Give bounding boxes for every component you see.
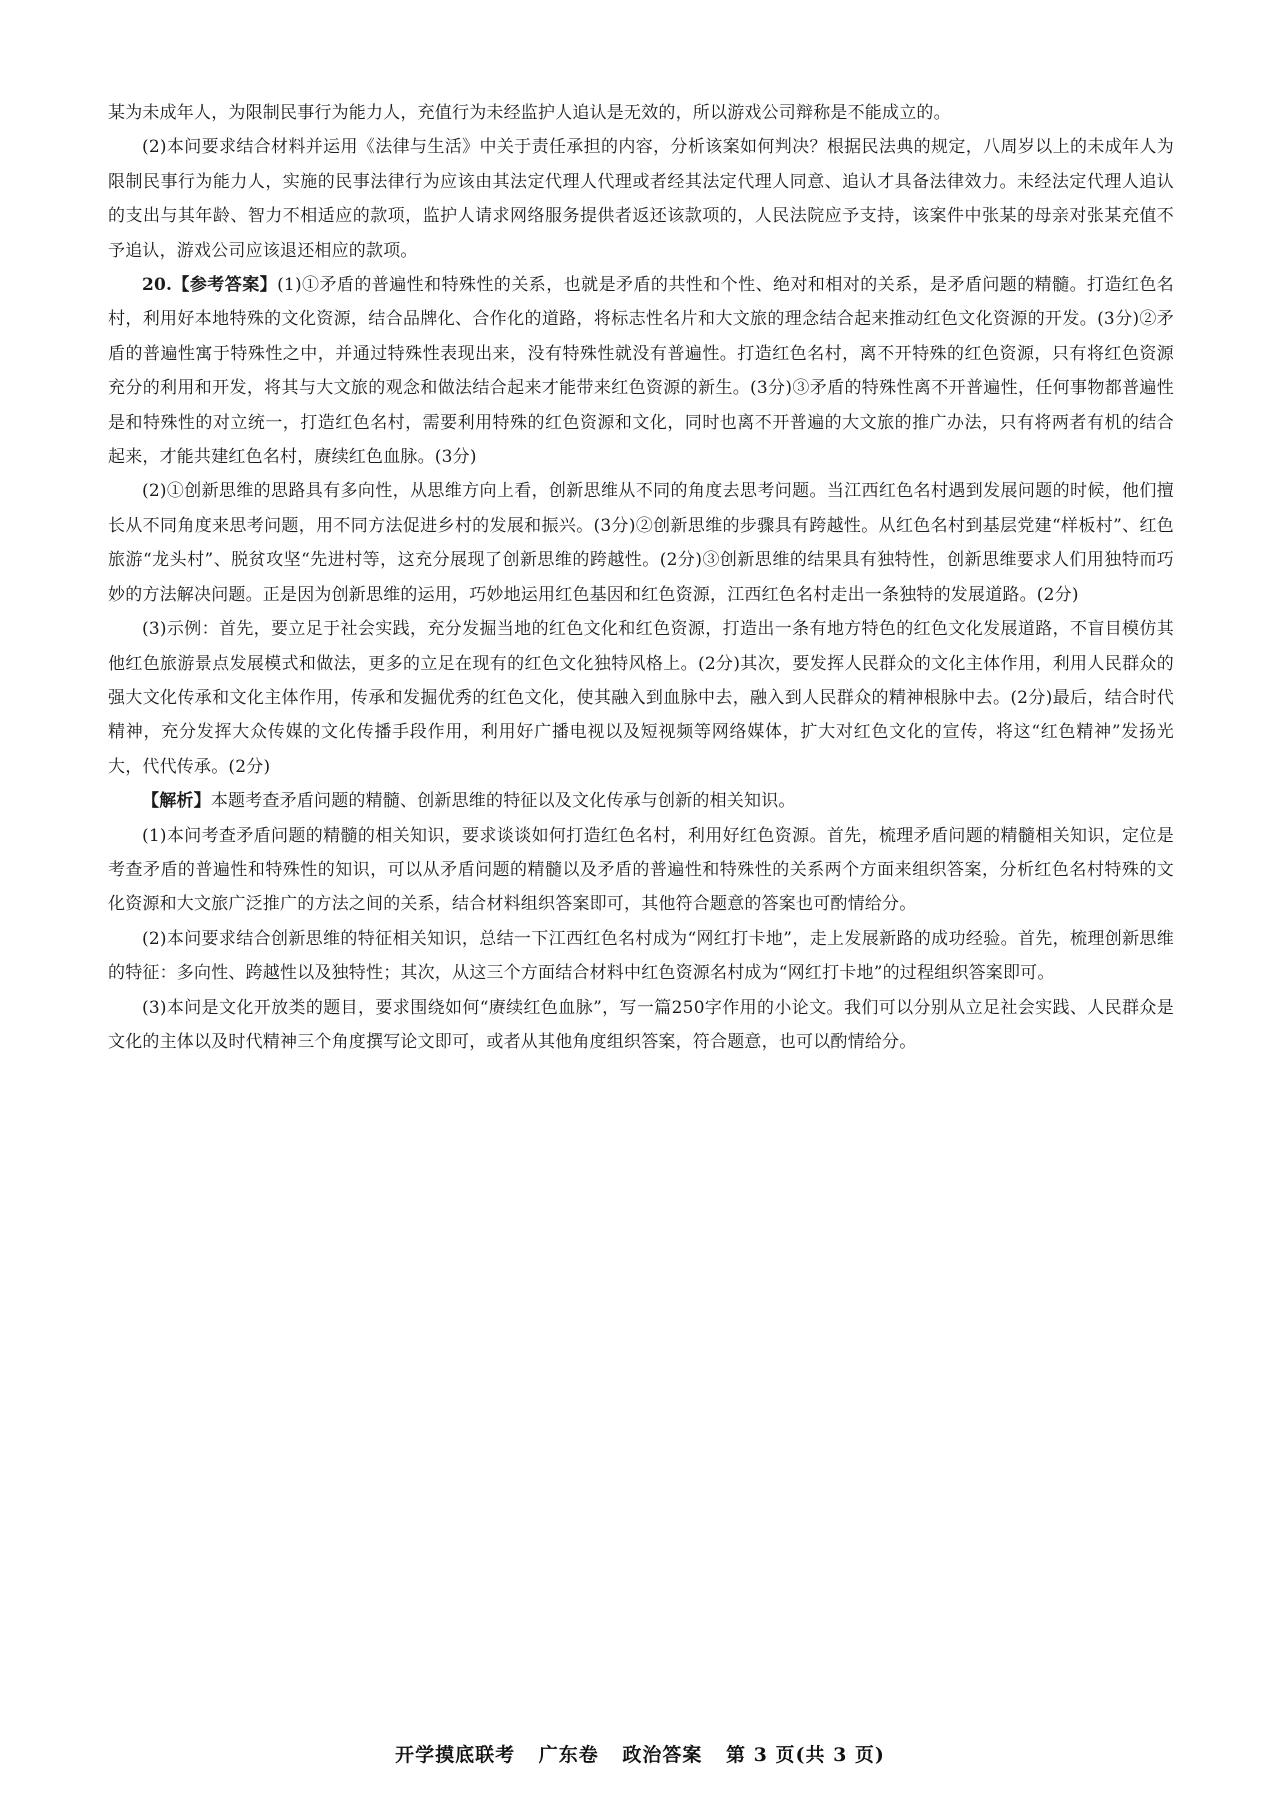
- paragraph-analysis-intro: [108, 784, 1174, 818]
- analysis-intro-text: 本题考查矛盾问题的精髓、创新思维的特征以及文化传承与创新的相关知识。: [210, 791, 796, 812]
- paragraph-analysis-part1: (1)本问考查矛盾问题的精髓的相关知识，要求谈谈如何打造红色名村，利用好红色资源。首先，梳理矛盾问题的精髓相关知识，定位是考查矛盾的普遍性和特殊性的知识，可以从矛盾问题的精髓以及矛盾的普遍性和特殊性的关系两个方面来组织答案，分析红色名村特殊的文化资源和大文旅广泛推广的方法之间的关系，结合材料组织答案即可，其他符合题意的答案也可酌情给分。: [108, 825, 1174, 915]
- paragraph-analysis-part3: (3)本问是文化开放类的题目，要求围绕如何“赓续红色血脉”，写一篇250字作用的小论文。我们可以分别从立足社会实践、人民群众是文化的主体以及时代精神三个角度撰写论文即可，或者从其他角度组织答案，符合题意，也可以酌情给分。: [108, 997, 1174, 1052]
- footer-exam-name: 开学摸底联考: [395, 1744, 516, 1766]
- footer-page-number: 第 3 页(共 3 页): [726, 1744, 885, 1766]
- paragraph-q20-answer-part1: [108, 268, 1174, 474]
- paragraph-continuation: 某为未成年人，为限制民事行为能力人，充值行为未经监护人追认是无效的，所以游戏公司辩称是不能成立的。: [108, 103, 951, 123]
- paragraph-q19-part2: (2)本问要求结合材料并运用《法律与生活》中关于责任承担的内容，分析该案如何判决？根据民法典的规定，八周岁以上的未成年人为限制民事行为能力人，实施的民事法律行为应该由其法定代理人代理或者经其法定代理人同意、追认才具备法律效力。未经法定代理人追认的支出与其年龄、智力不相适应的款项，监护人请求网络服务提供者返还该款项的，人民法院应予支持，该案件中张某的母亲对张某充值不予追认，游戏公司应该退还相应的款项。: [108, 137, 1174, 261]
- analysis-label: 【解析】: [142, 791, 211, 812]
- paragraph-q20-answer-part3: (3)示例：首先，要立足于社会实践，充分发掘当地的红色文化和红色资源，打造出一条有地方特色的红色文化发展道路，不盲目模仿其他红色旅游景点发展模式和做法，更多的立足在现有的红色文化独特风格上。(2分)其次，要发挥人民群众的文化主体作用，利用人民群众的强大文化传承和文化主体作用，传承和发掘优秀的红色文化，使其融入到血脉中去，融入到人民群众的精神根脉中去。(2分)最后，结合时代精神，充分发挥大众传媒的文化传播手段作用，利用好广播电视以及短视频等网络媒体，扩大对红色文化的宣传，将这“红色精神”发扬光大，代代传承。(2分): [108, 619, 1174, 777]
- reference-answer-label: 20.【参考答案】: [142, 275, 278, 296]
- paragraph-analysis-part2: (2)本问要求结合创新思维的特征相关知识，总结一下江西红色名村成为“网红打卡地”，走上发展新路的成功经验。首先，梳理创新思维的特征：多向性、跨越性以及独特性；其次，从这三个方面结合材料中红色资源名村成为“网红打卡地”的过程组织答案即可。: [108, 928, 1174, 984]
- footer-subject: 政治答案: [622, 1744, 703, 1766]
- footer-region: 广东卷: [538, 1744, 599, 1766]
- page-footer: [0, 1740, 1280, 1767]
- paragraph-q20-answer-part2: (2)①创新思维的思路具有多向性，从思维方向上看，创新思维从不同的角度去思考问题。当江西红色名村遇到发展问题的时候，他们擅长从不同角度来思考问题，用不同方法促进乡村的发展和振兴。(3分)②创新思维的步骤具有跨越性。从红色名村到基层党建“样板村”、红色旅游“龙头村”、脱贫攻坚“先进村等，这充分展现了创新思维的跨越性。(2分)③创新思维的结果具有独特性，创新思维要求人们用独特而巧妙的方法解决问题。正是因为创新思维的运用，巧妙地运用红色基因和红色资源，江西红色名村走出一条独特的发展道路。(2分): [108, 481, 1174, 605]
- q20-part1-text: (1)①矛盾的普遍性和特殊性的关系，也就是矛盾的共性和个性、绝对和相对的关系，是矛盾问题的精髓。打造红色名村，利用好本地特殊的文化资源，结合品牌化、合作化的道路，将标志性名片和大文旅的理念结合起来推动红色文化资源的开发。(3分)②矛盾的普遍性寓于特殊性之中，并通过特殊性表现出来，没有特殊性就没有普遍性。打造红色名村，离不开特殊的红色资源，只有将红色资源充分的利用和开发，将其与大文旅的观念和做法结合起来才能带来红色资源的新生。(3分)③矛盾的特殊性离不开普遍性，任何事物都普遍性是和特殊性的对立统一，打造红色名村，需要利用特殊的红色资源和文化，同时也离不开普遍的大文旅的推广办法，只有将两者有机的结合起来，才能共建红色名村，赓续红色血脉。(3分): [108, 275, 1174, 468]
- answer-content: [108, 96, 1174, 1059]
